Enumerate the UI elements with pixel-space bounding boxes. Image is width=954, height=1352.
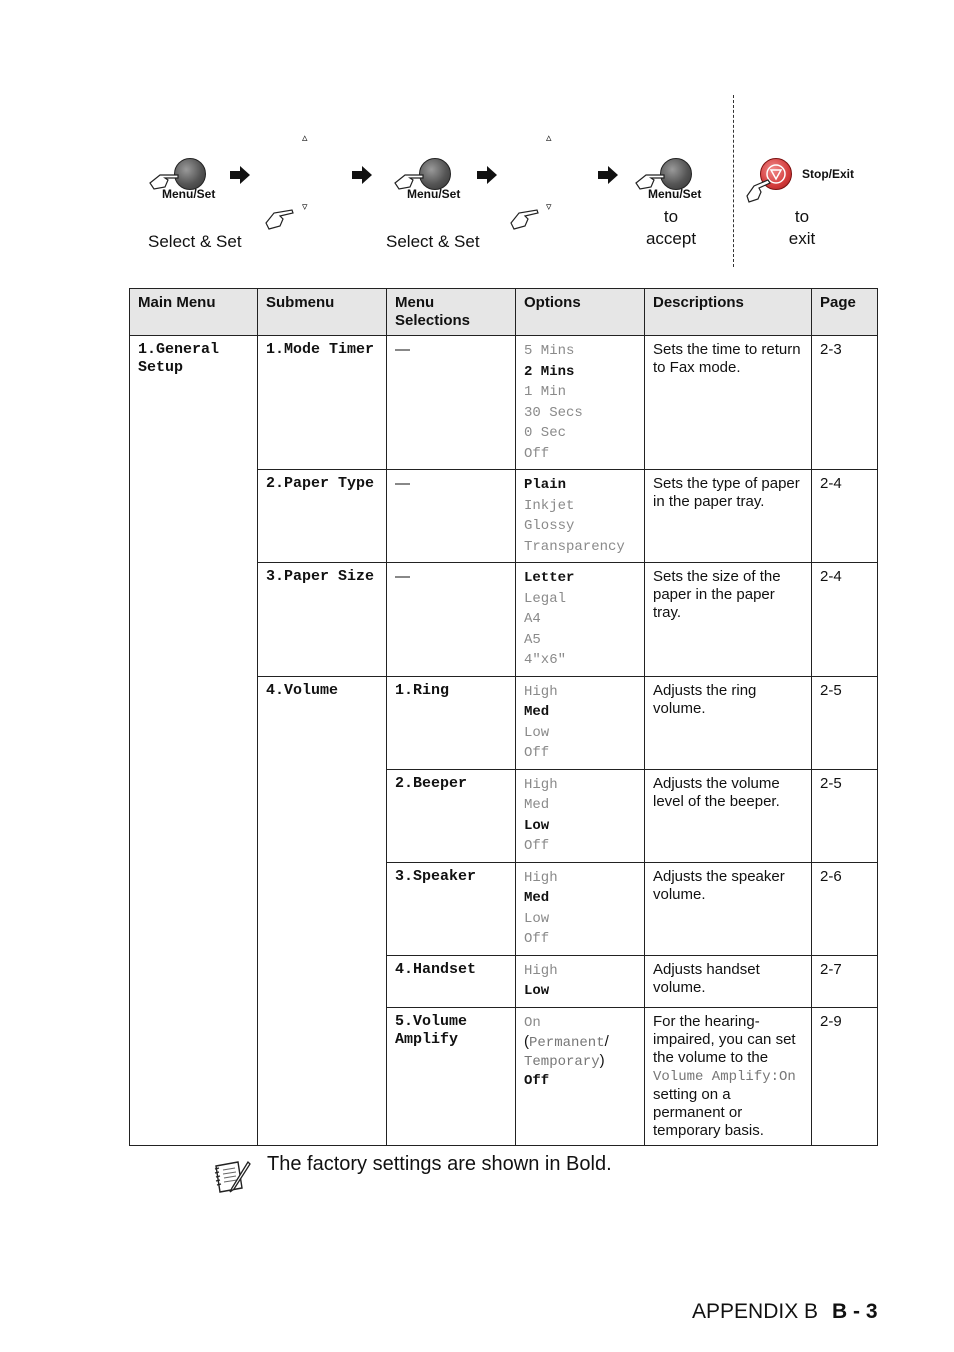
description-text: setting on a permanent or temporary basis. bbox=[653, 1085, 764, 1139]
option: Legal bbox=[524, 590, 567, 607]
option: 0 Sec bbox=[524, 425, 567, 441]
option-default: Low bbox=[524, 817, 550, 834]
options-cell bbox=[516, 769, 645, 862]
footer-appendix: APPENDIX B bbox=[692, 1300, 819, 1323]
option-default: 2 Mins bbox=[524, 363, 575, 380]
menu-set-key-3 bbox=[634, 155, 724, 205]
accept-caption-line1: to bbox=[663, 207, 679, 226]
table-header-row bbox=[130, 289, 878, 336]
option: Inkjet bbox=[524, 497, 575, 514]
selection-cell: 2.Beeper bbox=[387, 769, 516, 862]
stop-exit-label: Stop/Exit bbox=[802, 167, 855, 181]
divider bbox=[733, 95, 734, 267]
col-header-page: Page bbox=[812, 289, 878, 336]
selection-cell: — bbox=[387, 336, 516, 470]
slash: / bbox=[604, 1033, 609, 1050]
option-group bbox=[524, 1033, 636, 1071]
accept-caption-line2: accept bbox=[645, 229, 697, 248]
option-default: Low bbox=[524, 983, 550, 999]
description-cell: Adjusts the volume level of the beeper. bbox=[645, 769, 812, 862]
page-cell: 2-6 bbox=[812, 862, 878, 955]
options-cell bbox=[516, 470, 645, 563]
page-cell: 2-4 bbox=[812, 470, 878, 563]
option-default: Med bbox=[524, 890, 550, 906]
exit-caption-line1: to bbox=[794, 207, 810, 226]
option: 30 Secs bbox=[524, 404, 583, 421]
option: 1 Min bbox=[524, 384, 567, 400]
description-cell: Adjusts handset volume. bbox=[645, 955, 812, 1007]
page-cell: 2-7 bbox=[812, 955, 878, 1007]
option: High bbox=[524, 962, 558, 979]
page-cell: 2-5 bbox=[812, 769, 878, 862]
option: Off bbox=[524, 745, 550, 761]
description-code: Volume Amplify:On bbox=[653, 1068, 796, 1085]
menu-set-key-1 bbox=[148, 155, 238, 205]
main-menu-cell: 1.General Setup bbox=[130, 336, 258, 1146]
option: Off bbox=[524, 838, 550, 854]
description-text: For the hearing-impaired, you can set the volume to the bbox=[653, 1012, 796, 1066]
option: A4 bbox=[524, 611, 541, 627]
exit-caption bbox=[772, 206, 832, 250]
menu-set-key-2 bbox=[393, 155, 483, 205]
option-default: Letter bbox=[524, 570, 575, 586]
exit-caption-line2: exit bbox=[788, 229, 816, 248]
options-cell bbox=[516, 955, 645, 1007]
option: Off bbox=[524, 445, 550, 462]
note-icon bbox=[212, 1158, 252, 1196]
right-arrow-icon bbox=[352, 166, 372, 184]
menu-set-label: Menu/Set bbox=[407, 187, 461, 201]
option: 5 Mins bbox=[524, 343, 575, 359]
step1-caption: Select & Set bbox=[148, 232, 242, 251]
down-arrow-icon: ▿ bbox=[302, 201, 308, 213]
options-cell bbox=[516, 676, 645, 769]
right-arrow-icon bbox=[230, 166, 250, 184]
option: Off bbox=[524, 931, 550, 947]
description-cell: Adjusts the speaker volume. bbox=[645, 862, 812, 955]
down-arrow-icon: ▿ bbox=[546, 201, 552, 213]
pointing-hand-icon bbox=[264, 207, 298, 231]
settings-table bbox=[129, 288, 878, 1146]
up-arrow-icon: ▵ bbox=[546, 132, 552, 144]
pointing-hand-icon bbox=[744, 178, 774, 204]
page-footer bbox=[692, 1300, 878, 1324]
option: 4"x6" bbox=[524, 652, 567, 668]
selection-cell: — bbox=[387, 470, 516, 563]
submenu-cell: 1.Mode Timer bbox=[258, 336, 387, 470]
col-header-menu-selections: Menu Selections bbox=[387, 289, 516, 336]
submenu-cell: 2.Paper Type bbox=[258, 470, 387, 563]
up-arrow-icon: ▵ bbox=[302, 132, 308, 144]
accept-caption bbox=[630, 206, 712, 250]
col-header-descriptions: Descriptions bbox=[645, 289, 812, 336]
menu-set-label: Menu/Set bbox=[162, 187, 216, 201]
description-cell: Adjusts the ring volume. bbox=[645, 676, 812, 769]
menu-set-label: Menu/Set bbox=[648, 187, 702, 201]
submenu-cell: 3.Paper Size bbox=[258, 563, 387, 677]
note-text: The factory settings are shown in Bold. bbox=[267, 1153, 612, 1175]
navigation-diagram bbox=[0, 0, 954, 280]
submenu-cell: 4.Volume bbox=[258, 676, 387, 1145]
option: High bbox=[524, 683, 558, 700]
option: Med bbox=[524, 797, 550, 813]
col-header-options: Options bbox=[516, 289, 645, 336]
option: Glossy bbox=[524, 518, 575, 534]
col-header-main-menu: Main Menu bbox=[130, 289, 258, 336]
right-arrow-icon bbox=[477, 166, 497, 184]
description-cell: Sets the type of paper in the paper tray. bbox=[645, 470, 812, 563]
option: Transparency bbox=[524, 538, 625, 555]
selection-cell: — bbox=[387, 563, 516, 677]
description-cell bbox=[645, 1007, 812, 1145]
option: Temporary bbox=[524, 1054, 600, 1070]
page-cell: 2-3 bbox=[812, 336, 878, 470]
option: A5 bbox=[524, 631, 541, 648]
option: Permanent bbox=[529, 1035, 605, 1051]
paren: ( bbox=[524, 1033, 529, 1050]
option: High bbox=[524, 776, 558, 793]
description-cell: Sets the size of the paper in the paper tray. bbox=[645, 563, 812, 677]
paren: ) bbox=[599, 1052, 605, 1069]
selection-cell: 4.Handset bbox=[387, 955, 516, 1007]
options-cell bbox=[516, 1007, 645, 1145]
page-cell: 2-9 bbox=[812, 1007, 878, 1145]
option: On bbox=[524, 1014, 541, 1031]
options-cell bbox=[516, 336, 645, 470]
description-cell: Sets the time to return to Fax mode. bbox=[645, 336, 812, 470]
col-header-submenu: Submenu bbox=[258, 289, 387, 336]
step2-caption: Select & Set bbox=[386, 232, 480, 251]
pointing-hand-icon bbox=[509, 207, 543, 231]
options-cell bbox=[516, 862, 645, 955]
page-cell: 2-4 bbox=[812, 563, 878, 677]
option: High bbox=[524, 869, 558, 886]
option: Low bbox=[524, 910, 550, 927]
selection-cell: 1.Ring bbox=[387, 676, 516, 769]
page-cell: 2-5 bbox=[812, 676, 878, 769]
footer-page-number: B - 3 bbox=[832, 1300, 878, 1323]
option: Low bbox=[524, 724, 550, 741]
table-row bbox=[130, 336, 878, 470]
options-cell bbox=[516, 563, 645, 677]
option-default: Med bbox=[524, 704, 550, 720]
right-arrow-icon bbox=[598, 166, 618, 184]
option-default: Off bbox=[524, 1073, 550, 1089]
option-default: Plain bbox=[524, 477, 567, 493]
selection-cell: 3.Speaker bbox=[387, 862, 516, 955]
selection-cell: 5.Volume Amplify bbox=[387, 1007, 516, 1145]
